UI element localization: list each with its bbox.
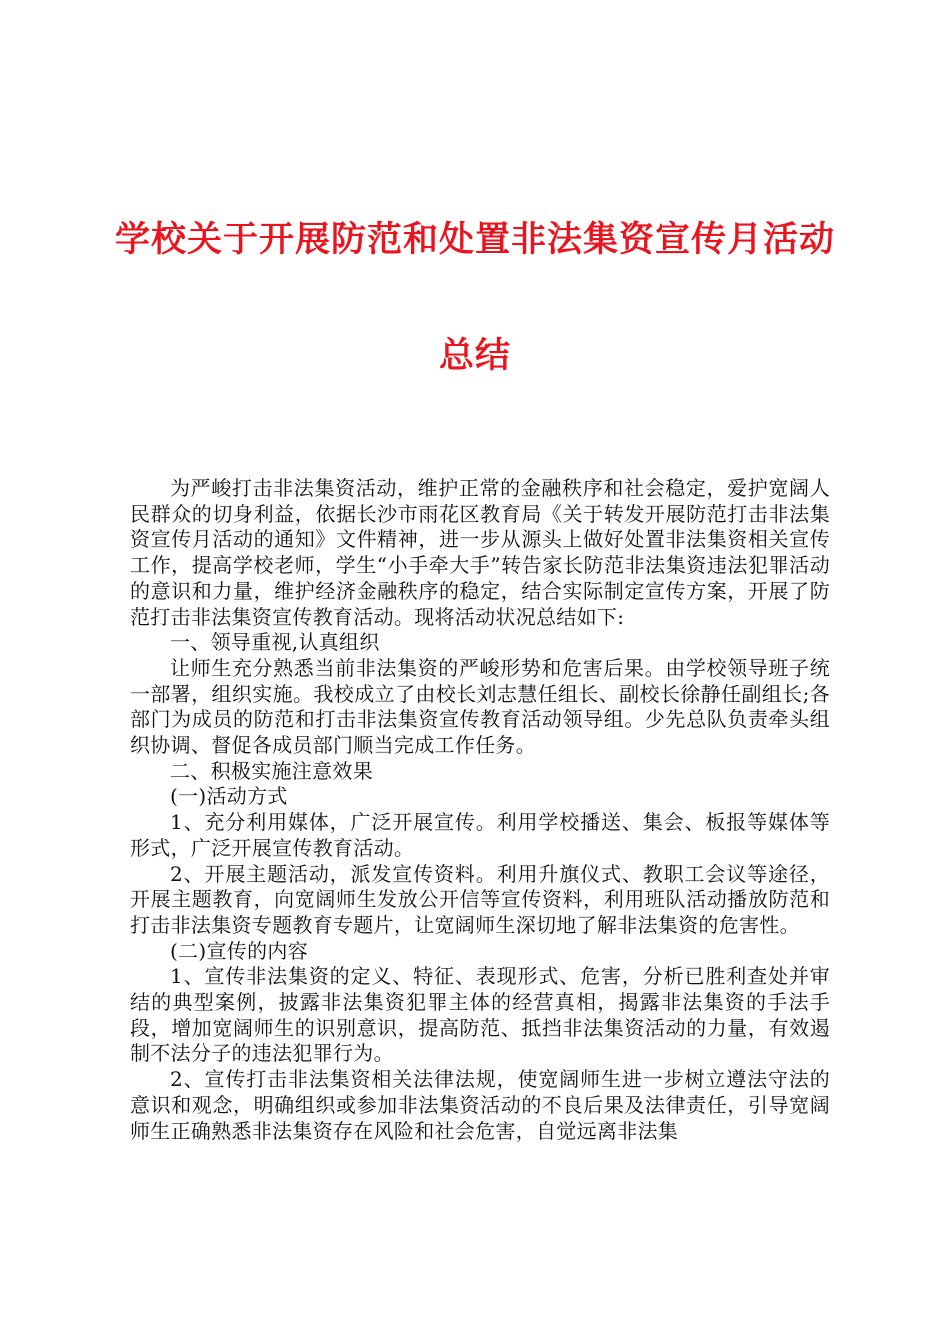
- paragraph-intro: 为严峻打击非法集资活动，维护正常的金融秩序和社会稳定，爱护宽阔人民群众的切身利益，依据长沙市雨花区教育局《关于转发开展防范打击非法集资宣传月活动的通知》文件精神，进一步从源头上做好处置非法集资相关宣传工作，提高学校老师，学生“小手牵大手”转告家长防范非法集资违法犯罪活动的意识和力量，维护经济金融秩序的稳定，结合实际制定宣传方案，开展了防范打击非法集资宣传教育活动。现将活动状况总结如下:: [130, 476, 830, 629]
- paragraph-method-1: 1、充分利用媒体，广泛开展宣传。利用学校播送、集会、板报等媒体等形式，广泛开展宣传教育活动。: [130, 810, 830, 860]
- document-body: [130, 476, 830, 1144]
- paragraph-section-1: 让师生充分熟悉当前非法集资的严峻形势和危害后果。由学校领导班子统一部署，组织实施。我校成立了由校长刘志慧任组长、副校长徐静任副组长;各部门为成员的防范和打击非法集资宣传教育活动领导组。少先总队负责牵头组织协调、督促各成员部门顺当完成工作任务。: [130, 655, 830, 758]
- document-title-line-2: 总结: [438, 335, 511, 376]
- subheading-activity-methods: (一)活动方式: [170, 784, 288, 809]
- heading-section-2: 二、积极实施注意效果: [170, 758, 373, 783]
- paragraph-content-1: 1、宣传非法集资的定义、特征、表现形式、危害，分析已胜利查处并审结的典型案例，披露非法集资犯罪主体的经营真相，揭露非法集资的手法手段，增加宽阔师生的识别意识，提高防范、抵挡非法集资活动的力量，有效遏制不法分子的违法犯罪行为。: [130, 964, 830, 1066]
- paragraph-method-2: 2、开展主题活动，派发宣传资料。利用升旗仪式、教职工会议等途径，开展主题教育，向宽阔师生发放公开信等宣传资料，利用班队活动播放防范和打击非法集资专题教育专题片，让宽阔师生深切地了解非法集资的危害性。: [130, 861, 830, 937]
- heading-section-1: 一、领导重视,认真组织: [170, 630, 380, 655]
- document-title-line-1: 学校关于开展防范和处置非法集资宣传月活动: [114, 219, 835, 260]
- paragraph-content-2: 2、宣传打击非法集资相关法律法规，使宽阔师生进一步树立遵法守法的意识和观念，明确组织或参加非法集资活动的不良后果及法律责任，引导宽阔师生正确熟悉非法集资存在风险和社会危害，自觉远离非法集: [130, 1067, 830, 1143]
- subheading-publicity-content: (二)宣传的内容: [170, 938, 309, 963]
